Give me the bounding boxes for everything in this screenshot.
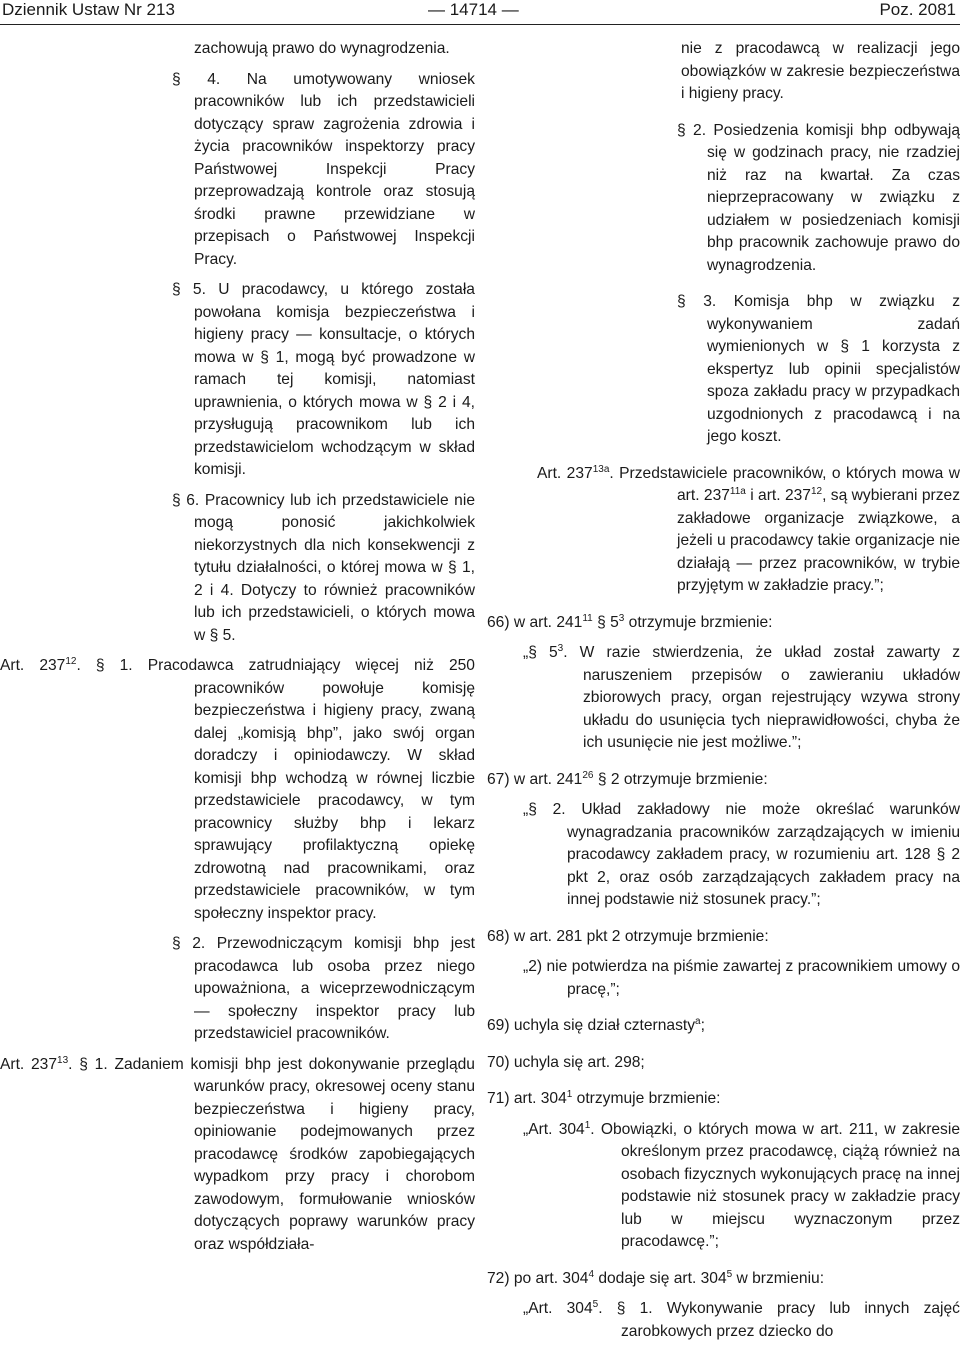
paragraph-continuation: zachowują prawo do wynagrodzenia. bbox=[194, 40, 450, 57]
header-rule bbox=[0, 24, 960, 25]
text-part: 66) w art. 241 bbox=[487, 613, 583, 631]
section-label: § 2. bbox=[677, 121, 707, 139]
article-number: Art. 237 bbox=[0, 1055, 58, 1073]
section-2 bbox=[487, 120, 960, 278]
right-column bbox=[487, 38, 960, 1343]
superscript: 11a bbox=[729, 485, 746, 497]
text-part: 67) w art. 241 bbox=[487, 770, 583, 788]
section-text: Komisja bhp w związku z wykonywaniem zadań wymienionych w § 1 korzysta z ekspertyz lub opinii specjalistów spoza zakładu pracy w przypadkach uzgodnionych z pracodawcą i na jego koszt. bbox=[707, 293, 960, 445]
article-text bbox=[619, 465, 960, 595]
article-superscript: 12 bbox=[65, 655, 77, 667]
page-number: — 14714 — bbox=[428, 0, 519, 19]
section-3 bbox=[487, 291, 960, 449]
section-text: Przewodniczącym komisji bhp jest pracodawca lub osoba przez niego upoważniona, a wiceprzewodniczącym — społeczny inspektor pracy lub przedstawiciel pracowników. bbox=[194, 935, 475, 1042]
quote-71 bbox=[487, 1119, 960, 1254]
superscript: 4 bbox=[588, 1268, 594, 1280]
paragraph-continuation: nie z pracodawcą w realizacji jego obowiązków w zakresie bezpieczeństwa i higieny pracy. bbox=[681, 40, 960, 102]
article-label bbox=[0, 657, 133, 674]
article-number: Art. 237 bbox=[537, 464, 593, 482]
text-part: otrzymuje brzmienie: bbox=[572, 1090, 721, 1107]
section-label: § 3. bbox=[677, 293, 717, 310]
superscript: 1 bbox=[566, 1088, 573, 1100]
article-text: Pracodawca zatrudniający więcej niż 250 pracowników powołuje komisję bezpieczeństwa i higieny pracy, zwaną dalej „komisją bhp”, jako swój organ doradczy i opiniodawczy. W skład komisji bhp wchodzą w równej liczbie przedstawiciele pracodawcy, w tym pracownicy służby bhp i lekarz sprawujący profilaktyczną opiekę zdrowotną nad pracownikami, oraz przedstawiciele pracowników, w tym społeczny inspektor pracy. bbox=[147, 657, 475, 922]
superscript: 11 bbox=[582, 612, 593, 624]
item-66 bbox=[487, 612, 960, 635]
text-part: „§ 5 bbox=[523, 644, 558, 661]
article-text: Zadaniem komisji bhp jest dokonywanie przeglądu warunków pracy, okresowej oceny stanu bezpieczeństwa i higieny pracy, opiniowanie podejmowanych przez pracodawcę środków zapobiegających wypadkom przy pracy i chorobom zawodowym, formułowanie wniosków dotyczących poprawy warunków pracy oraz współdziała- bbox=[114, 1055, 475, 1253]
superscript: 26 bbox=[582, 769, 594, 781]
item-70: 70) uchyla się art. 298; bbox=[487, 1053, 645, 1071]
section-4 bbox=[0, 69, 475, 272]
article-superscript: 13a bbox=[592, 463, 610, 475]
quote-66 bbox=[487, 642, 960, 755]
section-5 bbox=[0, 279, 475, 482]
position-number: Poz. 2081 bbox=[879, 0, 956, 19]
journal-title: Dziennik Ustaw Nr 213 bbox=[2, 0, 175, 19]
text-part: 69) uchyla się dział czternasty bbox=[487, 1017, 696, 1034]
left-column bbox=[0, 38, 475, 1256]
article-237-12 bbox=[0, 655, 475, 925]
section-text: Na umotywowany wniosek pracowników lub ich przedstawicieli dotyczący spraw zagrożenia zdrowia i życia pracowników inspektorzy pracy Państwowej Inspekcji Pracy przeprowadzają kontrole oraz stosują środki prawne przewidziane w przepisach o Państwowej Inspekcji Pracy. bbox=[194, 70, 475, 268]
section-text: Pracownicy lub ich przedstawiciele nie mogą ponosić jakichkolwiek niekorzystnych dla nich konsekwencji z tytułu działalności, o której mowa w § 1, 2 i 4. Dotyczy to również pracowników lub ich przedstawicieli, o których mowa w § 5. bbox=[194, 491, 475, 644]
text-part: Przedstawiciele pracowników, o których mowa w art. 237 bbox=[619, 464, 960, 504]
superscript: 1 bbox=[584, 1119, 591, 1131]
text-part: . § 1. Wykonywanie pracy lub innych zajęć zarobkowych przez dziecko do bbox=[598, 1300, 960, 1340]
article-superscript: 13 bbox=[57, 1054, 69, 1066]
superscript: 5 bbox=[726, 1268, 733, 1280]
quote-67: „§ 2. Układ zakładowy nie może określać warunków wynagradzania pracowników zarządzających w imieniu pracodawcy zakładem pracy, w rozumieniu art. 128 § 2 pkt 2, oraz osób zarządzających zakładem pracy na innej podstawie niż stosunek pracy.”; bbox=[523, 801, 960, 908]
text-part: otrzymuje brzmienie: bbox=[624, 613, 773, 631]
superscript: 3 bbox=[557, 642, 564, 654]
section-label: § 4. bbox=[172, 70, 221, 88]
item-72 bbox=[487, 1268, 960, 1291]
article-237-12-section-2 bbox=[0, 933, 475, 1046]
article-label bbox=[537, 465, 614, 482]
section-6 bbox=[0, 490, 475, 648]
text-part: 71) art. 304 bbox=[487, 1090, 567, 1107]
text-part: „Art. 304 bbox=[523, 1120, 585, 1138]
text-part: „Art. 304 bbox=[523, 1300, 593, 1317]
text-part: , są wybierani przez zakładowe organizacje związkowe, a jeżeli u pracodawcy takie organizacje nie działają — przez pracowników, w trybie przyjętym w zakładzie pracy.”; bbox=[677, 487, 960, 594]
article-237-13a bbox=[487, 463, 960, 598]
superscript: a bbox=[695, 1015, 701, 1027]
article-number: Art. 237 bbox=[0, 657, 66, 674]
item-71 bbox=[487, 1088, 960, 1111]
section-text: U pracodawcy, u którego została powołana komisja bezpieczeństwa i higieny pracy — konsultacje, o których mowa w § 1, mogą być prowadzone w ramach tej komisji, natomiast uprawnienia, o których mowa w § 2 i 4, przysługują pracownikom lub ich przedstawicielom wchodzącym w skład komisji. bbox=[194, 281, 475, 478]
article-section: . § 1. bbox=[68, 1055, 108, 1073]
section-label: § 5. bbox=[172, 281, 206, 298]
section-label: § 2. bbox=[172, 935, 206, 952]
text-part: i art. 237 bbox=[745, 487, 811, 504]
text-part: dodaje się art. 304 bbox=[594, 1269, 727, 1287]
article-237-13 bbox=[0, 1054, 475, 1257]
item-68: 68) w art. 281 pkt 2 otrzymuje brzmienie: bbox=[487, 927, 769, 945]
superscript: 12 bbox=[810, 485, 823, 497]
running-header bbox=[0, 0, 960, 24]
item-67 bbox=[487, 769, 960, 792]
article-punct: . bbox=[609, 464, 614, 482]
section-label: § 6. bbox=[172, 491, 200, 509]
article-section: . § 1. bbox=[76, 657, 133, 674]
section-text: Posiedzenia komisji bhp odbywają się w godzinach pracy, nie rzadziej niż raz na kwartał. Za czas nieprzepracowany w związku z udziałem w posiedzeniach komisji bhp pracownik zachowuje prawo do wynagrodzenia. bbox=[707, 121, 960, 274]
article-label bbox=[0, 1056, 108, 1073]
text-part: w brzmieniu: bbox=[732, 1269, 825, 1287]
superscript: 5 bbox=[592, 1298, 599, 1310]
text-part: § 5 bbox=[592, 613, 619, 631]
quote-72 bbox=[487, 1298, 960, 1343]
superscript: 3 bbox=[618, 612, 625, 624]
item-69 bbox=[487, 1015, 960, 1038]
text-part: 72) po art. 304 bbox=[487, 1269, 589, 1287]
quote-68: „2) nie potwierdza na piśmie zawartej z pracownikiem umowy o pracę,”; bbox=[523, 958, 960, 998]
text-part: § 2 otrzymuje brzmienie: bbox=[593, 770, 768, 788]
text-part: . W razie stwierdzenia, że układ został zawarty z naruszeniem przepisów o zawieraniu układów zbiorowych pracy, organ rejestrujący wzywa strony układu do usunięcia tych nieprawidłowości, chyba że ich usunięcie nie jest możliwe.”; bbox=[563, 644, 960, 751]
text-part: . Obowiązki, o których mowa w art. 211, w zakresie określonym przez pracodawcę, ciążą również na osobach fizycznych wykonujących pracę na innej podstawie niż stosunek pracy w zakładzie pracy lub w miejscu wyznaczonym przez pracodawcę.”; bbox=[590, 1120, 960, 1250]
text-part: ; bbox=[700, 1017, 705, 1034]
